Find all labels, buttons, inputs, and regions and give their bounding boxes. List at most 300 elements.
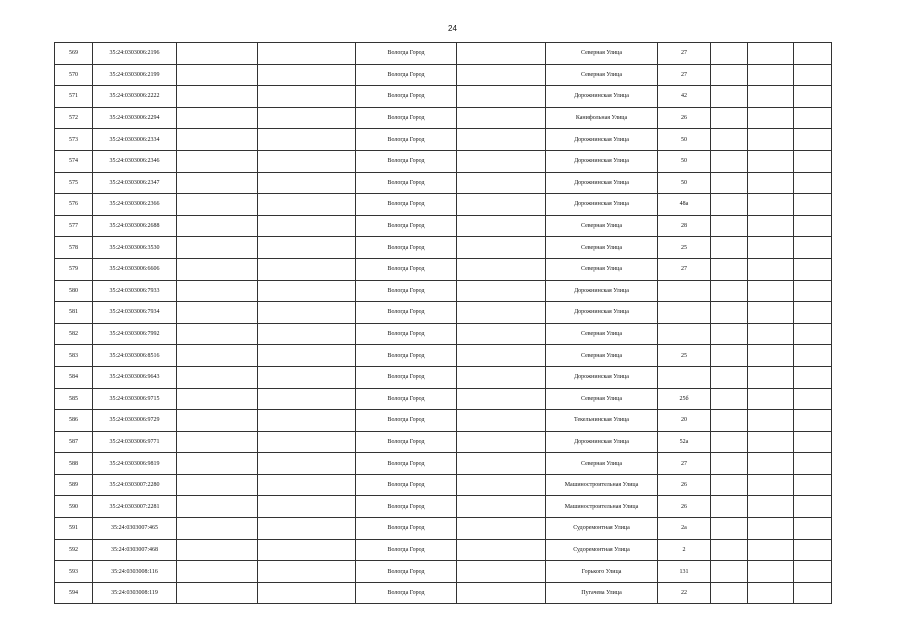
row-number-cell: 594	[55, 582, 93, 604]
empty-cell	[794, 43, 832, 65]
street-cell: Дорожнинская Улица	[546, 302, 658, 324]
row-number-cell: 578	[55, 237, 93, 259]
empty-cell	[177, 496, 258, 518]
empty-cell	[711, 323, 748, 345]
empty-cell	[748, 366, 794, 388]
house-number-cell: 27	[658, 43, 711, 65]
row-number-cell: 583	[55, 345, 93, 367]
table-row	[55, 172, 832, 194]
empty-cell	[258, 86, 356, 108]
empty-cell	[748, 194, 794, 216]
empty-cell	[748, 43, 794, 65]
empty-cell	[457, 388, 546, 410]
cadastral-number-cell: 35:24:0303007:468	[93, 539, 177, 561]
house-number-cell: 22	[658, 582, 711, 604]
row-number-cell: 574	[55, 150, 93, 172]
empty-cell	[457, 323, 546, 345]
table-row	[55, 258, 832, 280]
empty-cell	[457, 345, 546, 367]
empty-cell	[794, 474, 832, 496]
empty-cell	[748, 323, 794, 345]
empty-cell	[457, 172, 546, 194]
house-number-cell	[658, 280, 711, 302]
empty-cell	[748, 453, 794, 475]
empty-cell	[258, 366, 356, 388]
empty-cell	[457, 150, 546, 172]
city-cell: Вологда Город	[356, 302, 457, 324]
empty-cell	[711, 388, 748, 410]
city-cell: Вологда Город	[356, 86, 457, 108]
empty-cell	[258, 64, 356, 86]
cadastral-number-cell: 35:24:0303006:2366	[93, 194, 177, 216]
empty-cell	[177, 518, 258, 540]
row-number-cell: 580	[55, 280, 93, 302]
cadastral-number-cell: 35:24:0303006:7933	[93, 280, 177, 302]
house-number-cell: 50	[658, 129, 711, 151]
empty-cell	[258, 582, 356, 604]
empty-cell	[457, 107, 546, 129]
empty-cell	[258, 518, 356, 540]
street-cell: Дорожнинская Улица	[546, 280, 658, 302]
empty-cell	[177, 539, 258, 561]
empty-cell	[457, 410, 546, 432]
empty-cell	[794, 410, 832, 432]
empty-cell	[177, 280, 258, 302]
empty-cell	[748, 302, 794, 324]
empty-cell	[457, 64, 546, 86]
empty-cell	[457, 302, 546, 324]
cadastral-number-cell: 35:24:0303006:7934	[93, 302, 177, 324]
empty-cell	[748, 280, 794, 302]
empty-cell	[457, 518, 546, 540]
table-row	[55, 280, 832, 302]
empty-cell	[748, 86, 794, 108]
empty-cell	[794, 129, 832, 151]
empty-cell	[711, 237, 748, 259]
empty-cell	[258, 539, 356, 561]
row-number-cell: 576	[55, 194, 93, 216]
city-cell: Вологда Город	[356, 474, 457, 496]
cadastral-number-cell: 35:24:0303006:2346	[93, 150, 177, 172]
empty-cell	[177, 345, 258, 367]
empty-cell	[794, 453, 832, 475]
empty-cell	[711, 345, 748, 367]
empty-cell	[457, 366, 546, 388]
city-cell: Вологда Город	[356, 431, 457, 453]
empty-cell	[258, 194, 356, 216]
city-cell: Вологда Город	[356, 64, 457, 86]
house-number-cell: 48а	[658, 194, 711, 216]
city-cell: Вологда Город	[356, 215, 457, 237]
empty-cell	[177, 366, 258, 388]
table-row	[55, 388, 832, 410]
empty-cell	[748, 215, 794, 237]
empty-cell	[177, 388, 258, 410]
empty-cell	[711, 194, 748, 216]
street-cell: Судоремонтная Улица	[546, 539, 658, 561]
street-cell: Судоремонтная Улица	[546, 518, 658, 540]
empty-cell	[258, 258, 356, 280]
empty-cell	[258, 172, 356, 194]
empty-cell	[711, 43, 748, 65]
house-number-cell: 26	[658, 474, 711, 496]
table-row	[55, 582, 832, 604]
empty-cell	[258, 129, 356, 151]
empty-cell	[177, 582, 258, 604]
table-row	[55, 453, 832, 475]
city-cell: Вологда Город	[356, 453, 457, 475]
empty-cell	[794, 496, 832, 518]
empty-cell	[457, 237, 546, 259]
empty-cell	[794, 107, 832, 129]
empty-cell	[177, 258, 258, 280]
city-cell: Вологда Город	[356, 539, 457, 561]
empty-cell	[258, 280, 356, 302]
empty-cell	[177, 453, 258, 475]
row-number-cell: 581	[55, 302, 93, 324]
row-number-cell: 573	[55, 129, 93, 151]
empty-cell	[748, 64, 794, 86]
row-number-cell: 577	[55, 215, 93, 237]
city-cell: Вологда Город	[356, 410, 457, 432]
cadastral-number-cell: 35:24:0303007:465	[93, 518, 177, 540]
empty-cell	[711, 129, 748, 151]
empty-cell	[711, 86, 748, 108]
row-number-cell: 586	[55, 410, 93, 432]
empty-cell	[457, 496, 546, 518]
empty-cell	[748, 431, 794, 453]
house-number-cell: 27	[658, 64, 711, 86]
table-row	[55, 64, 832, 86]
city-cell: Вологда Город	[356, 237, 457, 259]
empty-cell	[794, 345, 832, 367]
empty-cell	[748, 345, 794, 367]
house-number-cell: 50	[658, 150, 711, 172]
city-cell: Вологда Город	[356, 194, 457, 216]
row-number-cell: 571	[55, 86, 93, 108]
empty-cell	[794, 86, 832, 108]
empty-cell	[177, 237, 258, 259]
empty-cell	[177, 323, 258, 345]
table-row	[55, 518, 832, 540]
empty-cell	[711, 215, 748, 237]
street-cell: Дорожнинская Улица	[546, 86, 658, 108]
row-number-cell: 593	[55, 561, 93, 583]
cadastral-number-cell: 35:24:0303007:2280	[93, 474, 177, 496]
table-row	[55, 410, 832, 432]
empty-cell	[748, 496, 794, 518]
empty-cell	[711, 539, 748, 561]
empty-cell	[748, 129, 794, 151]
cadastral-number-cell: 35:24:0303006:2222	[93, 86, 177, 108]
empty-cell	[258, 43, 356, 65]
street-cell: Горького Улица	[546, 561, 658, 583]
city-cell: Вологда Город	[356, 107, 457, 129]
city-cell: Вологда Город	[356, 561, 457, 583]
empty-cell	[177, 215, 258, 237]
empty-cell	[258, 237, 356, 259]
empty-cell	[794, 258, 832, 280]
street-cell: Дорожнинская Улица	[546, 431, 658, 453]
cadastral-number-cell: 35:24:0303008:119	[93, 582, 177, 604]
street-cell: Дорожнинская Улица	[546, 129, 658, 151]
empty-cell	[711, 561, 748, 583]
empty-cell	[748, 237, 794, 259]
empty-cell	[177, 150, 258, 172]
street-cell: Пугачева Улица	[546, 582, 658, 604]
house-number-cell: 27	[658, 258, 711, 280]
empty-cell	[711, 518, 748, 540]
table-row	[55, 150, 832, 172]
empty-cell	[258, 323, 356, 345]
empty-cell	[177, 43, 258, 65]
house-number-cell	[658, 323, 711, 345]
house-number-cell: 25	[658, 237, 711, 259]
empty-cell	[177, 194, 258, 216]
row-number-cell: 592	[55, 539, 93, 561]
empty-cell	[457, 43, 546, 65]
empty-cell	[794, 388, 832, 410]
house-number-cell: 42	[658, 86, 711, 108]
street-cell: Дорожнинская Улица	[546, 172, 658, 194]
city-cell: Вологда Город	[356, 150, 457, 172]
empty-cell	[794, 172, 832, 194]
row-number-cell: 572	[55, 107, 93, 129]
empty-cell	[177, 302, 258, 324]
registry-body	[55, 43, 832, 604]
empty-cell	[177, 64, 258, 86]
empty-cell	[457, 582, 546, 604]
empty-cell	[711, 474, 748, 496]
street-cell: Северная Улица	[546, 323, 658, 345]
house-number-cell: 28	[658, 215, 711, 237]
house-number-cell	[658, 302, 711, 324]
street-cell: Машиностроительная Улица	[546, 496, 658, 518]
empty-cell	[748, 474, 794, 496]
empty-cell	[258, 410, 356, 432]
empty-cell	[457, 539, 546, 561]
cadastral-number-cell: 35:24:0303006:9771	[93, 431, 177, 453]
empty-cell	[748, 388, 794, 410]
empty-cell	[794, 561, 832, 583]
empty-cell	[794, 323, 832, 345]
empty-cell	[457, 194, 546, 216]
table-row	[55, 43, 832, 65]
cadastral-number-cell: 35:24:0303006:2688	[93, 215, 177, 237]
empty-cell	[794, 582, 832, 604]
table-row	[55, 366, 832, 388]
city-cell: Вологда Город	[356, 129, 457, 151]
house-number-cell: 26	[658, 496, 711, 518]
city-cell: Вологда Город	[356, 388, 457, 410]
street-cell: Северная Улица	[546, 237, 658, 259]
cadastral-number-cell: 35:24:0303006:3530	[93, 237, 177, 259]
table-row	[55, 86, 832, 108]
row-number-cell: 575	[55, 172, 93, 194]
cadastral-number-cell: 35:24:0303008:116	[93, 561, 177, 583]
empty-cell	[457, 431, 546, 453]
empty-cell	[711, 258, 748, 280]
row-number-cell: 579	[55, 258, 93, 280]
empty-cell	[711, 366, 748, 388]
row-number-cell: 588	[55, 453, 93, 475]
house-number-cell: 27	[658, 453, 711, 475]
empty-cell	[177, 86, 258, 108]
street-cell: Дорожнинская Улица	[546, 194, 658, 216]
street-cell: Северная Улица	[546, 345, 658, 367]
empty-cell	[794, 64, 832, 86]
empty-cell	[457, 453, 546, 475]
empty-cell	[748, 258, 794, 280]
street-cell: Северная Улица	[546, 453, 658, 475]
empty-cell	[177, 410, 258, 432]
cadastral-number-cell: 35:24:0303006:2196	[93, 43, 177, 65]
empty-cell	[748, 172, 794, 194]
empty-cell	[258, 474, 356, 496]
empty-cell	[794, 280, 832, 302]
empty-cell	[258, 302, 356, 324]
house-number-cell: 2	[658, 539, 711, 561]
city-cell: Вологда Город	[356, 366, 457, 388]
empty-cell	[748, 539, 794, 561]
table-row	[55, 129, 832, 151]
city-cell: Вологда Город	[356, 172, 457, 194]
table-row	[55, 539, 832, 561]
empty-cell	[258, 496, 356, 518]
house-number-cell: 50	[658, 172, 711, 194]
empty-cell	[177, 129, 258, 151]
table-row	[55, 302, 832, 324]
street-cell: Канифольная Улица	[546, 107, 658, 129]
empty-cell	[711, 453, 748, 475]
empty-cell	[711, 150, 748, 172]
empty-cell	[177, 474, 258, 496]
row-number-cell: 587	[55, 431, 93, 453]
street-cell: Северная Улица	[546, 258, 658, 280]
empty-cell	[258, 388, 356, 410]
empty-cell	[177, 172, 258, 194]
empty-cell	[258, 345, 356, 367]
empty-cell	[711, 302, 748, 324]
city-cell: Вологда Город	[356, 582, 457, 604]
table-row	[55, 431, 832, 453]
empty-cell	[457, 280, 546, 302]
empty-cell	[748, 410, 794, 432]
empty-cell	[711, 410, 748, 432]
house-number-cell: 20	[658, 410, 711, 432]
page-number: 24	[448, 24, 457, 33]
empty-cell	[748, 561, 794, 583]
house-number-cell: 2а	[658, 518, 711, 540]
empty-cell	[794, 366, 832, 388]
city-cell: Вологда Город	[356, 518, 457, 540]
cadastral-number-cell: 35:24:0303006:9729	[93, 410, 177, 432]
street-cell: Северная Улица	[546, 388, 658, 410]
street-cell: Дорожнинская Улица	[546, 366, 658, 388]
empty-cell	[794, 215, 832, 237]
empty-cell	[258, 107, 356, 129]
empty-cell	[457, 215, 546, 237]
cadastral-number-cell: 35:24:0303006:9819	[93, 453, 177, 475]
empty-cell	[711, 172, 748, 194]
empty-cell	[258, 431, 356, 453]
empty-cell	[794, 539, 832, 561]
house-number-cell: 26	[658, 107, 711, 129]
empty-cell	[457, 474, 546, 496]
row-number-cell: 569	[55, 43, 93, 65]
cadastral-number-cell: 35:24:0303006:6606	[93, 258, 177, 280]
empty-cell	[457, 86, 546, 108]
cadastral-number-cell: 35:24:0303006:2294	[93, 107, 177, 129]
empty-cell	[711, 107, 748, 129]
house-number-cell: 52а	[658, 431, 711, 453]
empty-cell	[711, 431, 748, 453]
empty-cell	[794, 302, 832, 324]
empty-cell	[457, 258, 546, 280]
row-number-cell: 584	[55, 366, 93, 388]
street-cell: Дорожнинская Улица	[546, 150, 658, 172]
city-cell: Вологда Город	[356, 345, 457, 367]
cadastral-number-cell: 35:24:0303006:8516	[93, 345, 177, 367]
house-number-cell: 25б	[658, 388, 711, 410]
table-row	[55, 237, 832, 259]
empty-cell	[711, 582, 748, 604]
cadastral-number-cell: 35:24:0303006:7992	[93, 323, 177, 345]
table-row	[55, 561, 832, 583]
table-row	[55, 215, 832, 237]
empty-cell	[748, 582, 794, 604]
table-row	[55, 107, 832, 129]
table-row	[55, 345, 832, 367]
table-row	[55, 323, 832, 345]
street-cell: Северная Улица	[546, 43, 658, 65]
empty-cell	[457, 129, 546, 151]
house-number-cell: 25	[658, 345, 711, 367]
cadastral-number-cell: 35:24:0303006:2347	[93, 172, 177, 194]
empty-cell	[711, 496, 748, 518]
table-row	[55, 194, 832, 216]
street-cell: Машиностроительная Улица	[546, 474, 658, 496]
empty-cell	[457, 561, 546, 583]
row-number-cell: 570	[55, 64, 93, 86]
empty-cell	[748, 107, 794, 129]
empty-cell	[794, 237, 832, 259]
empty-cell	[258, 561, 356, 583]
table-row	[55, 496, 832, 518]
street-cell: Текельнинская Улица	[546, 410, 658, 432]
city-cell: Вологда Город	[356, 280, 457, 302]
table-row	[55, 474, 832, 496]
empty-cell	[258, 150, 356, 172]
cadastral-number-cell: 35:24:0303006:2199	[93, 64, 177, 86]
empty-cell	[748, 150, 794, 172]
empty-cell	[794, 194, 832, 216]
city-cell: Вологда Город	[356, 258, 457, 280]
city-cell: Вологда Город	[356, 496, 457, 518]
empty-cell	[177, 561, 258, 583]
empty-cell	[258, 453, 356, 475]
empty-cell	[711, 280, 748, 302]
row-number-cell: 591	[55, 518, 93, 540]
row-number-cell: 585	[55, 388, 93, 410]
row-number-cell: 590	[55, 496, 93, 518]
city-cell: Вологда Город	[356, 43, 457, 65]
empty-cell	[794, 431, 832, 453]
city-cell: Вологда Город	[356, 323, 457, 345]
empty-cell	[177, 107, 258, 129]
empty-cell	[794, 150, 832, 172]
row-number-cell: 589	[55, 474, 93, 496]
